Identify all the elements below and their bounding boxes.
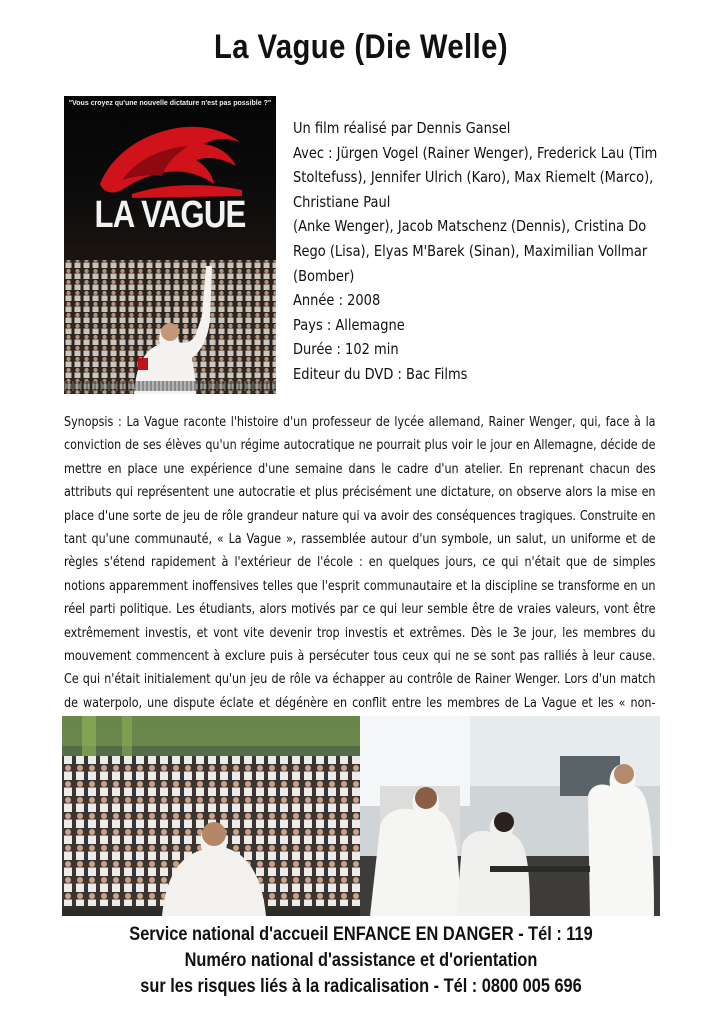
footer-assistance-title: Numéro national d'assistance et d'orientation	[184, 950, 538, 971]
credits-director: Un film réalisé par Dennis Gansel	[293, 119, 511, 137]
still-assembly-hall-image	[62, 716, 360, 916]
film-credits	[293, 116, 663, 387]
credits-cast: Avec : Jürgen Vogel (Rainer Wenger), Frederick Lau (Tim Stoltefuss), Jennifer Ulrich (Karo), Max Riemelt (Marco), Christiane Paul	[293, 143, 658, 211]
footer-radicalisation-phone: sur les risques liés à la radicalisation - Tél : 0800 005 696	[140, 976, 582, 997]
page-title: La Vague (Die Welle)	[213, 28, 509, 66]
footer-child-services: Service national d'accueil ENFANCE EN DANGER - Tél : 119	[129, 924, 593, 945]
poster-credits-strip	[64, 381, 276, 391]
synopsis-paragraph: Synopsis : La Vague raconte l'histoire d'un professeur de lycée allemand, Rainer Wenger, qui, face à la conviction de ses élèves qu'un régime autocratique ne pourrait plus voir le jour en Allemagne, décide de mettre en place une expérience d'une semaine dans le cadre d'un atelier. En reprenant chacun des attributs qui représentent une autocratie et plus précisément une dictature, on observe alors la mise en place d'une sorte de jeu de rôle grandeur nature qui va avoir des conséquences tragiques. Construite en tant qu'une communauté, « La Vague », rassemblée autour d'un symbole, un salut, un uniforme et de règles s'étend rapidement à l'extérieur de l'école : en quelques jours, ce qui n'était que de simples notions apparemment inoffensives telles que l'esprit communautaire et la discipline se transforme en un réel parti politique. Les étudiants, alors motivés par ce qui leur semble être de vraies valeurs, vont être extrêmement investis, et vont vite devenir trop investis et extrêmes. Dès le 3e jour, les membres du mouvement commencent à exclure puis à persécuter tous ceux qui ne se sont pas ralliés à leur cause. Ce qui n'était initialement qu'un jeu de rôle va échapper au contrôle de Rainer Wenger. Lors d'un match de waterpolo, une dispute éclate et dégénère en conflit entre les membres de La Vague et les « non-	[64, 415, 656, 711]
credits-year: Année : 2008	[293, 291, 381, 310]
poster-tagline: "Vous croyez qu'une nouvelle dictature n'est pas possible ?"	[68, 100, 272, 107]
credits-duration: Durée : 102 min	[293, 340, 399, 359]
credits-country: Pays : Allemagne	[293, 315, 405, 334]
red-wave-logo-icon	[92, 114, 252, 199]
film-stills	[62, 716, 660, 916]
poster-crowd-image	[64, 246, 276, 394]
poster-name: LA VAGUE	[94, 194, 246, 236]
still-classroom-image	[360, 716, 660, 916]
credits-dvd-publisher: Editeur du DVD : Bac Films	[293, 364, 468, 383]
footer-helplines	[0, 922, 722, 1000]
movie-poster	[64, 96, 276, 394]
credits-cast-continued: (Anke Wenger), Jacob Matschenz (Dennis), Cristina Do Rego (Lisa), Elyas M'Barek (Sinan), Maximilian Vollmar (Bomber)	[293, 217, 648, 285]
